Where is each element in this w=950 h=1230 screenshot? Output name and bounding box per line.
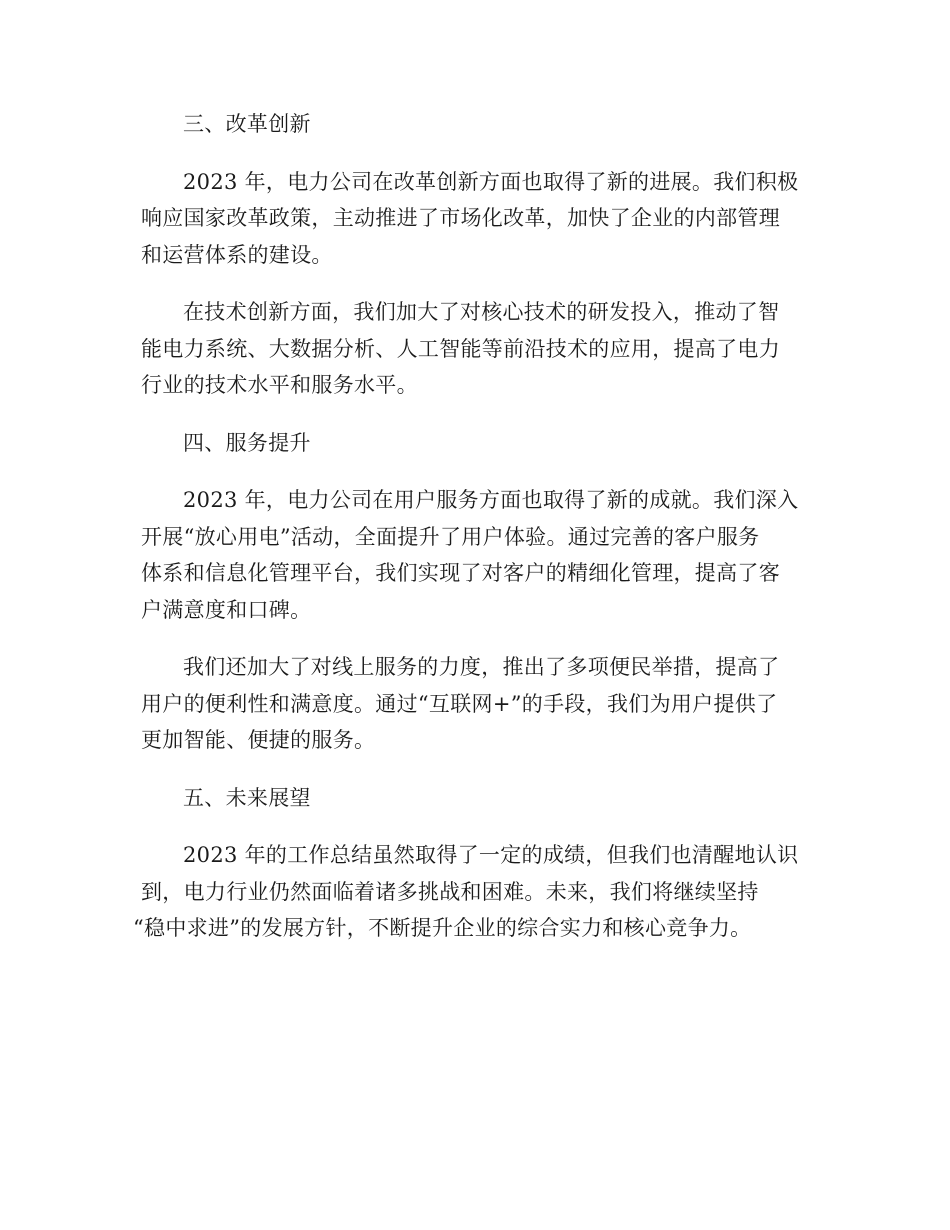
text-line: 和运营体系的建设。 — [141, 242, 333, 267]
text-line: 到，电力行业仍然面临着诸多挑战和困难。未来，我们将继续坚持 — [141, 879, 759, 904]
text-line: 开展“放心用电”活动，全面提升了用户体验。通过完善的客户服务 — [141, 524, 760, 549]
section-heading-reform: 三、改革创新 — [183, 112, 311, 136]
text-line: 能电力系统、大数据分析、人工智能等前沿技术的应用，提高了电力 — [141, 336, 780, 361]
text-line: 2023 年，电力公司在改革创新方面也取得了新的进展。我们积极 — [183, 169, 799, 194]
section-heading-service: 四、服务提升 — [183, 430, 311, 455]
text-line: 在技术创新方面，我们加大了对核心技术的研发投入，推动了智 — [183, 300, 780, 324]
text-line: 2023 年，电力公司在用户服务方面也取得了新的成就。我们深入 — [183, 488, 799, 512]
text-line: 更加智能、便捷的服务。 — [141, 728, 376, 752]
document-body — [133, 106, 807, 968]
section-heading-outlook: 五、未来展望 — [183, 785, 311, 810]
text-line: 我们还加大了对线上服务的力度，推出了多项便民举措，提高了 — [183, 655, 780, 679]
text-line: “稳中求进”的发展方针，不断提升企业的综合实力和核心竞争力。 — [133, 916, 752, 940]
paragraph — [141, 482, 807, 628]
paragraph — [141, 294, 807, 404]
paragraph — [133, 837, 807, 947]
text-line: 用户的便利性和满意度。通过“互联网+”的手段，我们为用户提供了 — [141, 691, 778, 716]
text-line: 行业的技术水平和服务水平。 — [141, 373, 418, 397]
text-line: 2023 年的工作总结虽然取得了一定的成绩，但我们也清醒地认识 — [183, 843, 799, 867]
text-line: 体系和信息化管理平台，我们实现了对客户的精细化管理，提高了客 — [141, 561, 780, 585]
paragraph — [141, 164, 807, 274]
text-line: 户满意度和口碑。 — [141, 597, 312, 622]
text-line: 响应国家改革政策，主动推进了市场化改革，加快了企业的内部管理 — [141, 206, 780, 230]
paragraph — [141, 649, 807, 759]
